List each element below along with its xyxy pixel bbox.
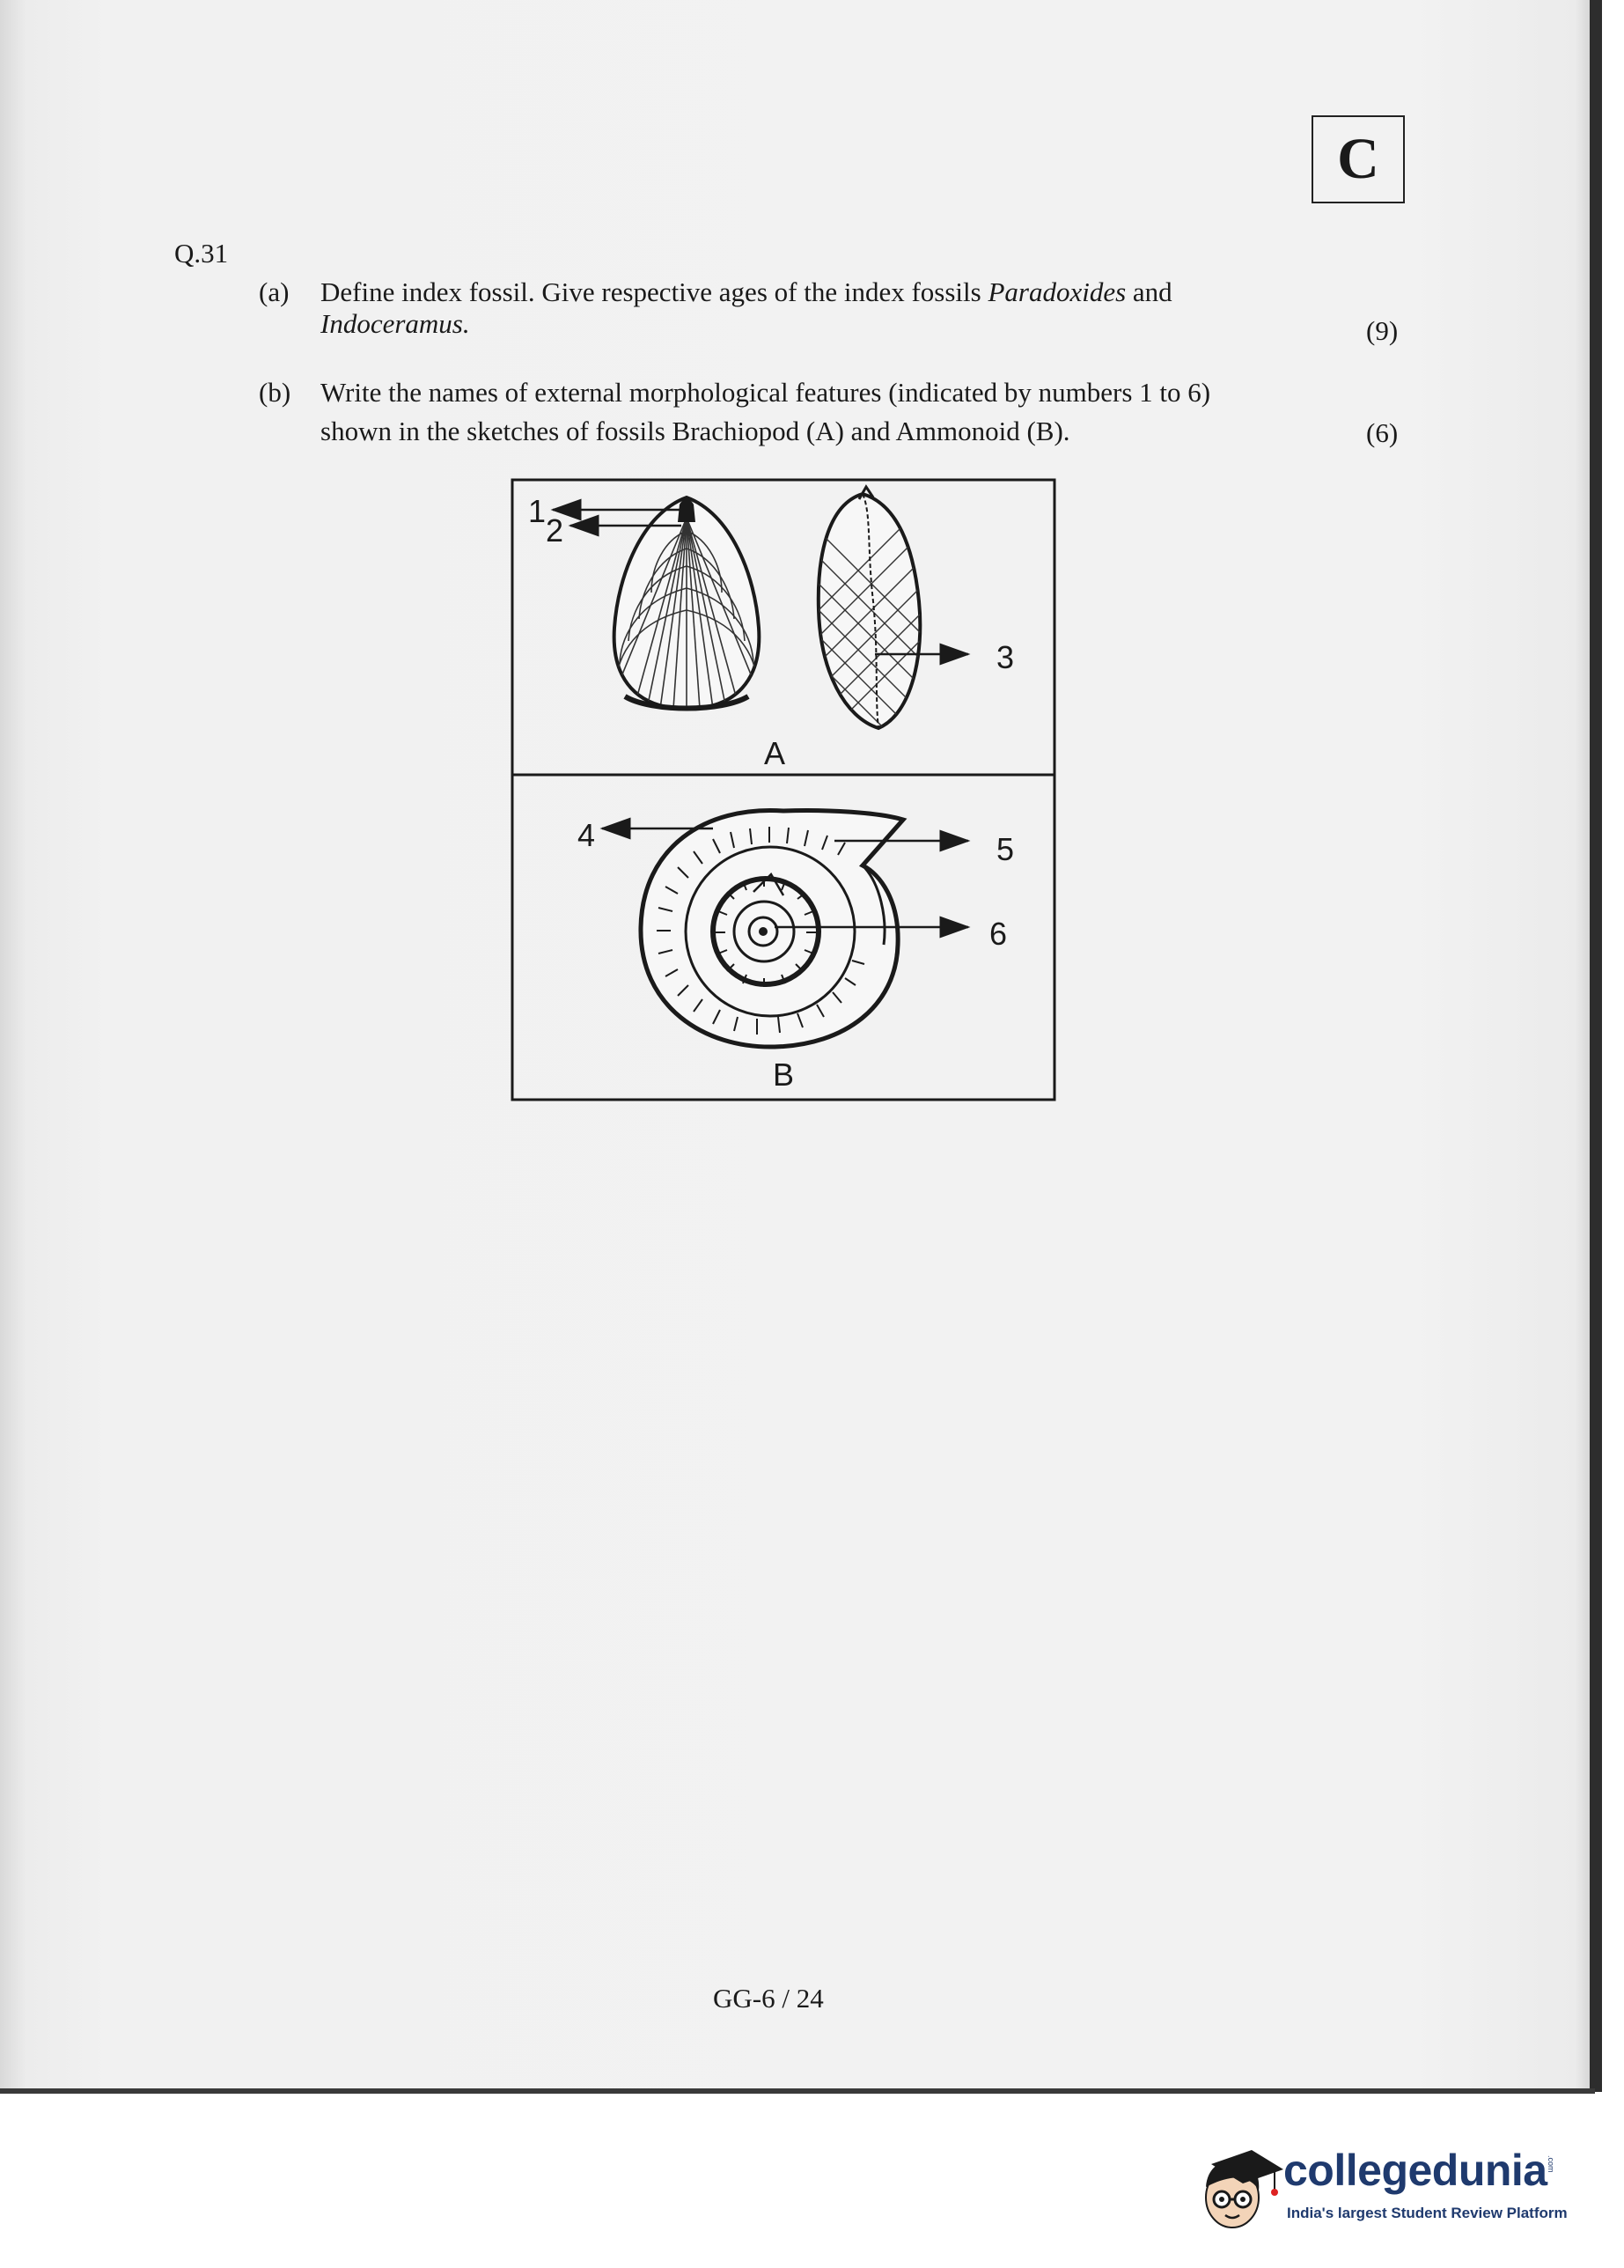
set-code-box: C	[1312, 115, 1405, 203]
ammonoid-sketch	[641, 810, 903, 1047]
callout-2-label: 2	[546, 512, 564, 549]
part-a-text-line2: Indoceramus.	[320, 308, 470, 339]
part-a-marks: (9)	[1366, 315, 1399, 346]
part-b-text-line1: Write the names of external morphological features (indicated by numbers 1 to 6)	[320, 377, 1211, 408]
part-b-marks: (6)	[1366, 417, 1399, 448]
page-number: GG-6 / 24	[713, 1983, 824, 2014]
panel-a-label: A	[763, 735, 786, 771]
callout-4-label: 4	[577, 817, 596, 853]
question-number: Q.31	[174, 238, 229, 269]
brand-domain-suffix: .com	[1547, 2155, 1555, 2173]
scan-bottom-edge	[0, 2088, 1595, 2094]
panel-b-label: B	[772, 1057, 795, 1093]
callout-5-label: 5	[996, 831, 1015, 867]
part-a-text	[320, 276, 1172, 308]
scan-edge-shadow	[1590, 0, 1602, 2092]
brand-tagline: India's largest Student Review Platform	[1287, 2205, 1568, 2221]
part-b-text-line2: shown in the sketches of fossils Brachiopod (A) and Ammonoid (B).	[320, 416, 1070, 446]
part-a-italic-term: Paradoxides	[988, 276, 1127, 307]
part-a-text-before: Define index fossil. Give respective ages of the index fossils	[320, 276, 988, 307]
callout-1-label: 1	[528, 493, 547, 529]
part-a-label: (a)	[259, 276, 290, 307]
callout-6-label: 6	[989, 916, 1008, 952]
brachiopod-front-view	[614, 497, 760, 709]
brachiopod-side-view	[819, 487, 924, 733]
brand-name: collegedunia	[1283, 2146, 1547, 2195]
part-a-text-after: and	[1126, 276, 1172, 307]
callout-3-label: 3	[996, 639, 1015, 675]
part-b-label: (b)	[259, 377, 291, 408]
fossil-figure	[511, 478, 1056, 1101]
